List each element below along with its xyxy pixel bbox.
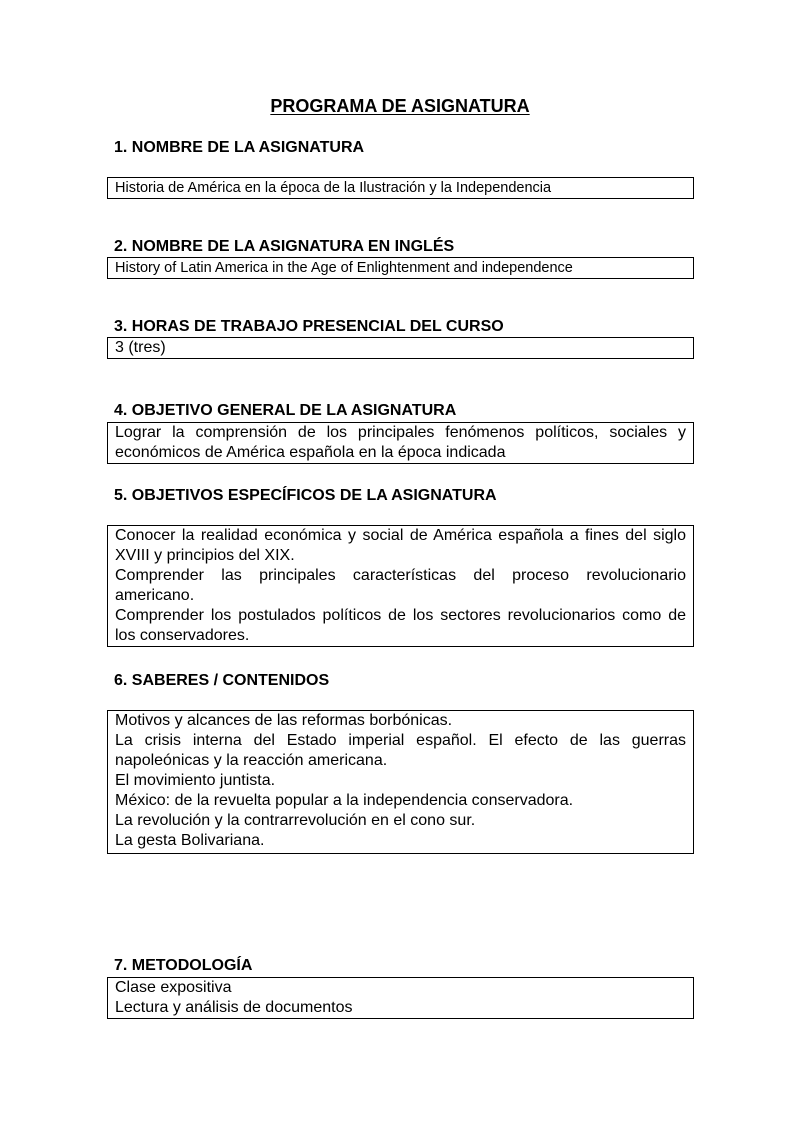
section-6-item: La revolución y la contrarrevolución en el cono sur.	[115, 812, 476, 829]
section-2-box	[107, 257, 694, 279]
section-5-heading: 5. OBJETIVOS ESPECÍFICOS DE LA ASIGNATURA	[114, 487, 497, 504]
section-4-text: Lograr la comprensión de los principales fenómenos políticos, sociales y económicos de América española en la época indicada	[115, 424, 686, 461]
page-title: PROGRAMA DE ASIGNATURA	[270, 96, 530, 116]
section-6-item: La crisis interna del Estado imperial español. El efecto de las guerras napoleónicas y la reacción americana.	[115, 732, 686, 769]
section-6-heading: 6. SABERES / CONTENIDOS	[114, 672, 330, 689]
section-7-heading: 7. METODOLOGÍA	[114, 957, 253, 974]
section-4-box	[107, 422, 694, 464]
section-5-item: Comprender las principales características del proceso revolucionario americano.	[115, 567, 686, 604]
section-5-item: Conocer la realidad económica y social de América española a fines del siglo XVIII y principios del XIX.	[115, 527, 686, 564]
section-1-text: Historia de América en la época de la Ilustración y la Independencia	[115, 180, 552, 196]
section-6-item: La gesta Bolivariana.	[115, 832, 265, 849]
section-3-box	[107, 337, 694, 359]
section-2-text: History of Latin America in the Age of Enlightenment and independence	[115, 260, 573, 276]
section-3-heading: 3. HORAS DE TRABAJO PRESENCIAL DEL CURSO	[114, 318, 504, 335]
section-4-heading: 4. OBJETIVO GENERAL DE LA ASIGNATURA	[114, 402, 457, 419]
section-7-box	[107, 977, 694, 1019]
section-7-item: Lectura y análisis de documentos	[115, 999, 353, 1016]
section-6-item: México: de la revuelta popular a la independencia conservadora.	[115, 792, 574, 809]
section-5-box	[107, 525, 694, 647]
section-6-item: Motivos y alcances de las reformas borbónicas.	[115, 712, 453, 729]
section-5-item: Comprender los postulados políticos de los sectores revolucionarios como de los conservadores.	[115, 607, 686, 644]
section-6-box	[107, 710, 694, 854]
section-6-item: El movimiento juntista.	[115, 772, 276, 789]
section-1-box	[107, 177, 694, 199]
section-3-text: 3 (tres)	[115, 339, 166, 356]
section-7-item: Clase expositiva	[115, 979, 232, 996]
section-2-heading: 2. NOMBRE DE LA ASIGNATURA EN INGLÉS	[114, 238, 455, 255]
section-1-heading: 1. NOMBRE DE LA ASIGNATURA	[114, 139, 365, 156]
